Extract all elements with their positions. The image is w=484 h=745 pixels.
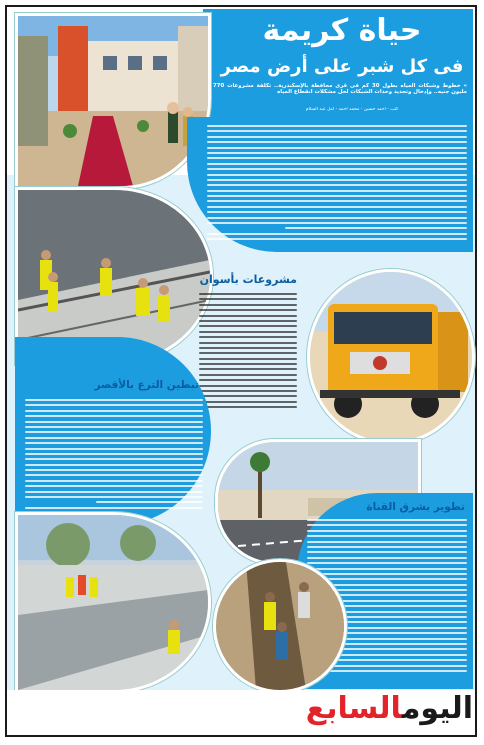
intro-text-lines xyxy=(207,125,467,245)
main-title: حياة كريمة xyxy=(262,13,422,48)
section-title-aswan: مشروعات بأسوان xyxy=(199,273,297,286)
section-title-luxor: تبطين الترع بالأقصر xyxy=(94,379,199,391)
newspaper-logo xyxy=(305,691,473,731)
aswan-text-lines xyxy=(199,293,297,415)
photo-pipe-trench xyxy=(213,559,347,693)
trench-illustration xyxy=(216,562,344,690)
logo-part-alsabaa: السابع xyxy=(305,691,402,726)
photo-canal-lining xyxy=(15,512,211,693)
main-subtitle: فى كل شبر على أرض مصر xyxy=(220,56,464,77)
section-title-canal: تطوير بشرق القناة xyxy=(366,501,465,513)
page-frame xyxy=(5,5,477,737)
logo-part-alyoum: اليوم xyxy=(401,691,473,726)
photo-building-entrance xyxy=(15,13,211,189)
building-illustration xyxy=(18,16,208,186)
lead-text: » خطوط وشبكات المياه بطول 30 كم فى قرى محافظة بالإسكندرية.. تكلفة مشروعات 770 مليون جنيه.. وإدخال وتجديد وحدات الشبكات لحل مشكلات انقطاع المياه xyxy=(213,83,467,96)
byline: كتب - أحمد حسين - محمد أحمد - أمل عبد السلام xyxy=(305,107,399,112)
photo-truck xyxy=(307,269,475,445)
canal-lining-illustration xyxy=(18,515,208,690)
luxor-text-lines xyxy=(25,399,203,519)
truck-illustration xyxy=(310,272,472,442)
